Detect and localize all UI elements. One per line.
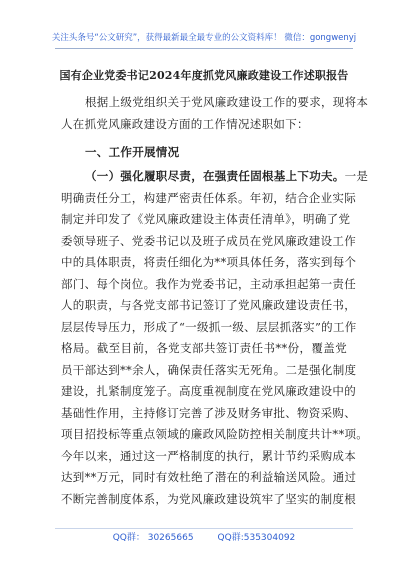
paragraph-line: 中的具体职责，将责任细化为**项具体任务，落实到每个 — [61, 255, 357, 269]
intro-line: 人在抓党风廉政建设方面的工作情况述职如下： — [61, 116, 309, 131]
paragraph-line: 部门、每个岗位。我作为党委书记，主动承担起第一责任 — [61, 276, 356, 291]
paragraph-line: 达到**万元，同时有效杜绝了潜在的利益输送风险。通过 — [61, 470, 357, 484]
paragraph-line: 不断完善制度体系，为党风廉政建设筑牢了坚实的制度根 — [61, 491, 356, 506]
subsection-heading: （一）强化履职尽责，在强责任固根基上下功夫。 — [85, 169, 345, 183]
paragraph-line: 委领导班子、党委书记以及班子成员在党风廉政建设工作 — [61, 233, 356, 248]
intro-paragraph — [61, 92, 369, 135]
paragraph-line: 建设，扎紧制度笼子。高度重视制度在党风廉政建设中的 — [61, 384, 356, 398]
footer-divider — [55, 528, 353, 529]
subsection-paragraph — [61, 166, 369, 510]
paragraph-line: 今年以来，通过这一严格制度的执行，累计节约采购成本 — [61, 448, 356, 463]
paragraph-line — [85, 166, 369, 188]
header-notice: 关注头条号“公文研究”，获得最新最全最专业的公文资料库！ 微信：gongwenyj — [51, 33, 357, 43]
paragraph-line: 人的职责，与各党支部书记签订了党风廉政建设责任书， — [61, 298, 356, 312]
paragraph-line: 项目招投标等重点领域的廉政风险防控相关制度共计**项。 — [61, 427, 369, 441]
paragraph-line: 制定并印发了《党风廉政建设主体责任清单》，明确了党 — [61, 212, 351, 226]
section-heading: 一、工作开展情况 — [85, 145, 180, 159]
document-title: 国有企业党委书记2024年度抓党风廉政建设工作述职报告 — [59, 69, 349, 82]
paragraph-line: 员干部达到**余人，确保责任落实无死角。二是强化制度 — [61, 362, 357, 377]
paragraph-line: 层层传导压力，形成了“一级抓一级、层层抓落实”的工作 — [61, 319, 357, 334]
footer — [0, 531, 408, 545]
paragraph-line: 基础性作用，主持修订完善了涉及财务审批、物资采购、 — [61, 405, 356, 420]
footer-qq-group-2: QQ群:535304092 — [217, 533, 296, 543]
paragraph-text: 一是 — [344, 169, 369, 183]
paragraph-line: 明确责任分工，构建严密责任体系。年初，结合企业实际 — [61, 190, 356, 205]
footer-qq-group-1: QQ群： 30265665 — [112, 533, 194, 543]
paragraph-line: 格局。截至目前，各党支部共签订责任书**份，覆盖党 — [61, 341, 347, 355]
intro-line: 根据上级党组织关于党风廉政建设工作的要求，现将本 — [85, 95, 369, 109]
header-divider — [55, 48, 353, 49]
